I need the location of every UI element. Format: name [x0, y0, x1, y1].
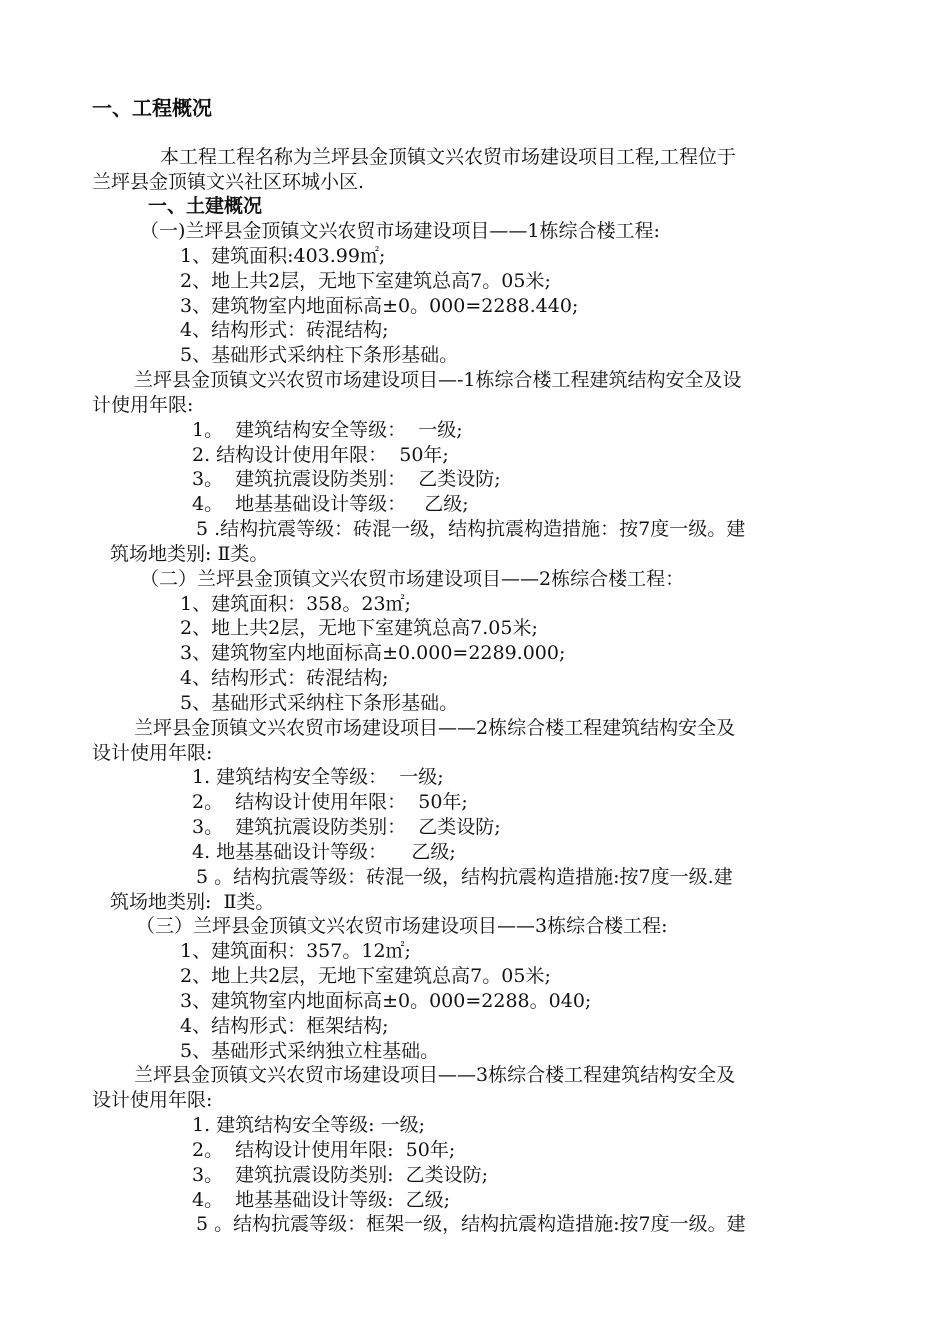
building1-seismic-line: 5 .结构抗震等级：砖混一级，结构抗震构造措施：按7度一级。建 [196, 518, 746, 540]
building1-safety-line: 计使用年限: [92, 394, 194, 416]
building1-safety-item: 2. 结构设计使用年限： 50年; [192, 444, 449, 466]
building2-seismic-line: 筑场地类别: Ⅱ类。 [110, 891, 275, 913]
building2-safety-line: 兰坪县金顶镇文兴农贸市场建设项目——2栋综合楼工程建筑结构安全及 [134, 717, 736, 739]
building2-item: 4、结构形式：砖混结构; [180, 667, 389, 689]
building3-title: （三）兰坪县金顶镇文兴农贸市场建设项目——3栋综合楼工程: [136, 915, 668, 937]
building1-item: 5、基础形式采纳柱下条形基础。 [180, 344, 459, 366]
main-heading: 一、工程概况 [92, 96, 212, 120]
building3-safety-item: 3。 建筑抗震设防类别: 乙类设防; [192, 1164, 489, 1186]
building3-safety-item: 4。 地基基础设计等级: 乙级; [192, 1189, 451, 1211]
building2-item: 1、建筑面积：358。23㎡; [180, 593, 411, 615]
building3-safety-item: 1. 建筑结构安全等级: 一级; [192, 1114, 426, 1136]
overview-paragraph-line: 兰坪县金顶镇文兴社区环城小区. [92, 171, 365, 193]
building1-safety-item: 3。 建筑抗震设防类别： 乙类设防; [192, 468, 501, 490]
overview-paragraph-line: 本工程工程名称为兰坪县金顶镇文兴农贸市场建设项目工程,工程位于 [160, 146, 737, 168]
building3-safety-item: 2。 结构设计使用年限: 50年; [192, 1139, 456, 1161]
building2-title: （二）兰坪县金顶镇文兴农贸市场建设项目——2栋综合楼工程： [140, 568, 685, 590]
building3-item: 4、结构形式：框架结构; [180, 1015, 389, 1037]
building2-safety-item: 4. 地基基础设计等级： 乙级; [192, 841, 456, 863]
building1-item: 4、结构形式：砖混结构; [180, 319, 389, 341]
building1-safety-item: 1。 建筑结构安全等级： 一级; [192, 419, 463, 441]
building1-title: （一)兰坪县金顶镇文兴农贸市场建设项目——1栋综合楼工程: [140, 220, 660, 242]
building3-seismic-line: 5 。结构抗震等级：框架一级，结构抗震构造措施:按7度一级。建 [196, 1213, 746, 1235]
building2-safety-line: 设计使用年限: [92, 742, 213, 764]
building3-item: 3、建筑物室内地面标高±0。000=2288。040; [180, 990, 592, 1012]
building2-safety-item: 3。 建筑抗震设防类别： 乙类设防; [192, 816, 501, 838]
building2-item: 2、地上共2层，无地下室建筑总高7.05米; [180, 617, 538, 639]
building3-item: 2、地上共2层，无地下室建筑总高7。05米; [180, 965, 551, 987]
building2-item: 3、建筑物室内地面标高±0.000=2289.000; [180, 642, 566, 664]
building2-safety-item: 2。 结构设计使用年限： 50年; [192, 791, 468, 813]
building1-seismic-line: 筑场地类别: Ⅱ类。 [110, 543, 269, 565]
building2-item: 5、基础形式采纳柱下条形基础。 [180, 692, 459, 714]
building2-seismic-line: 5 。结构抗震等级：砖混一级，结构抗震构造措施:按7度一级.建 [196, 866, 733, 888]
building3-safety-line: 兰坪县金顶镇文兴农贸市场建设项目——3栋综合楼工程建筑结构安全及 [134, 1064, 736, 1086]
sub-heading: 一、土建概况 [148, 195, 263, 217]
building1-item: 2、地上共2层，无地下室建筑总高7。05米; [180, 270, 551, 292]
building1-safety-line: 兰坪县金顶镇文兴农贸市场建设项目—-1栋综合楼工程建筑结构安全及设 [134, 369, 742, 391]
building1-item: 3、建筑物室内地面标高±0。000=2288.440; [180, 295, 579, 317]
building3-safety-line: 设计使用年限: [92, 1089, 213, 1111]
building1-item: 1、建筑面积:403.99㎡; [180, 245, 386, 267]
building1-safety-item: 4。 地基基础设计等级： 乙级; [192, 493, 469, 515]
building3-item: 5、基础形式采纳独立柱基础。 [180, 1040, 440, 1062]
building3-item: 1、建筑面积：357。12㎡; [180, 940, 411, 962]
building2-safety-item: 1. 建筑结构安全等级： 一级; [192, 766, 444, 788]
